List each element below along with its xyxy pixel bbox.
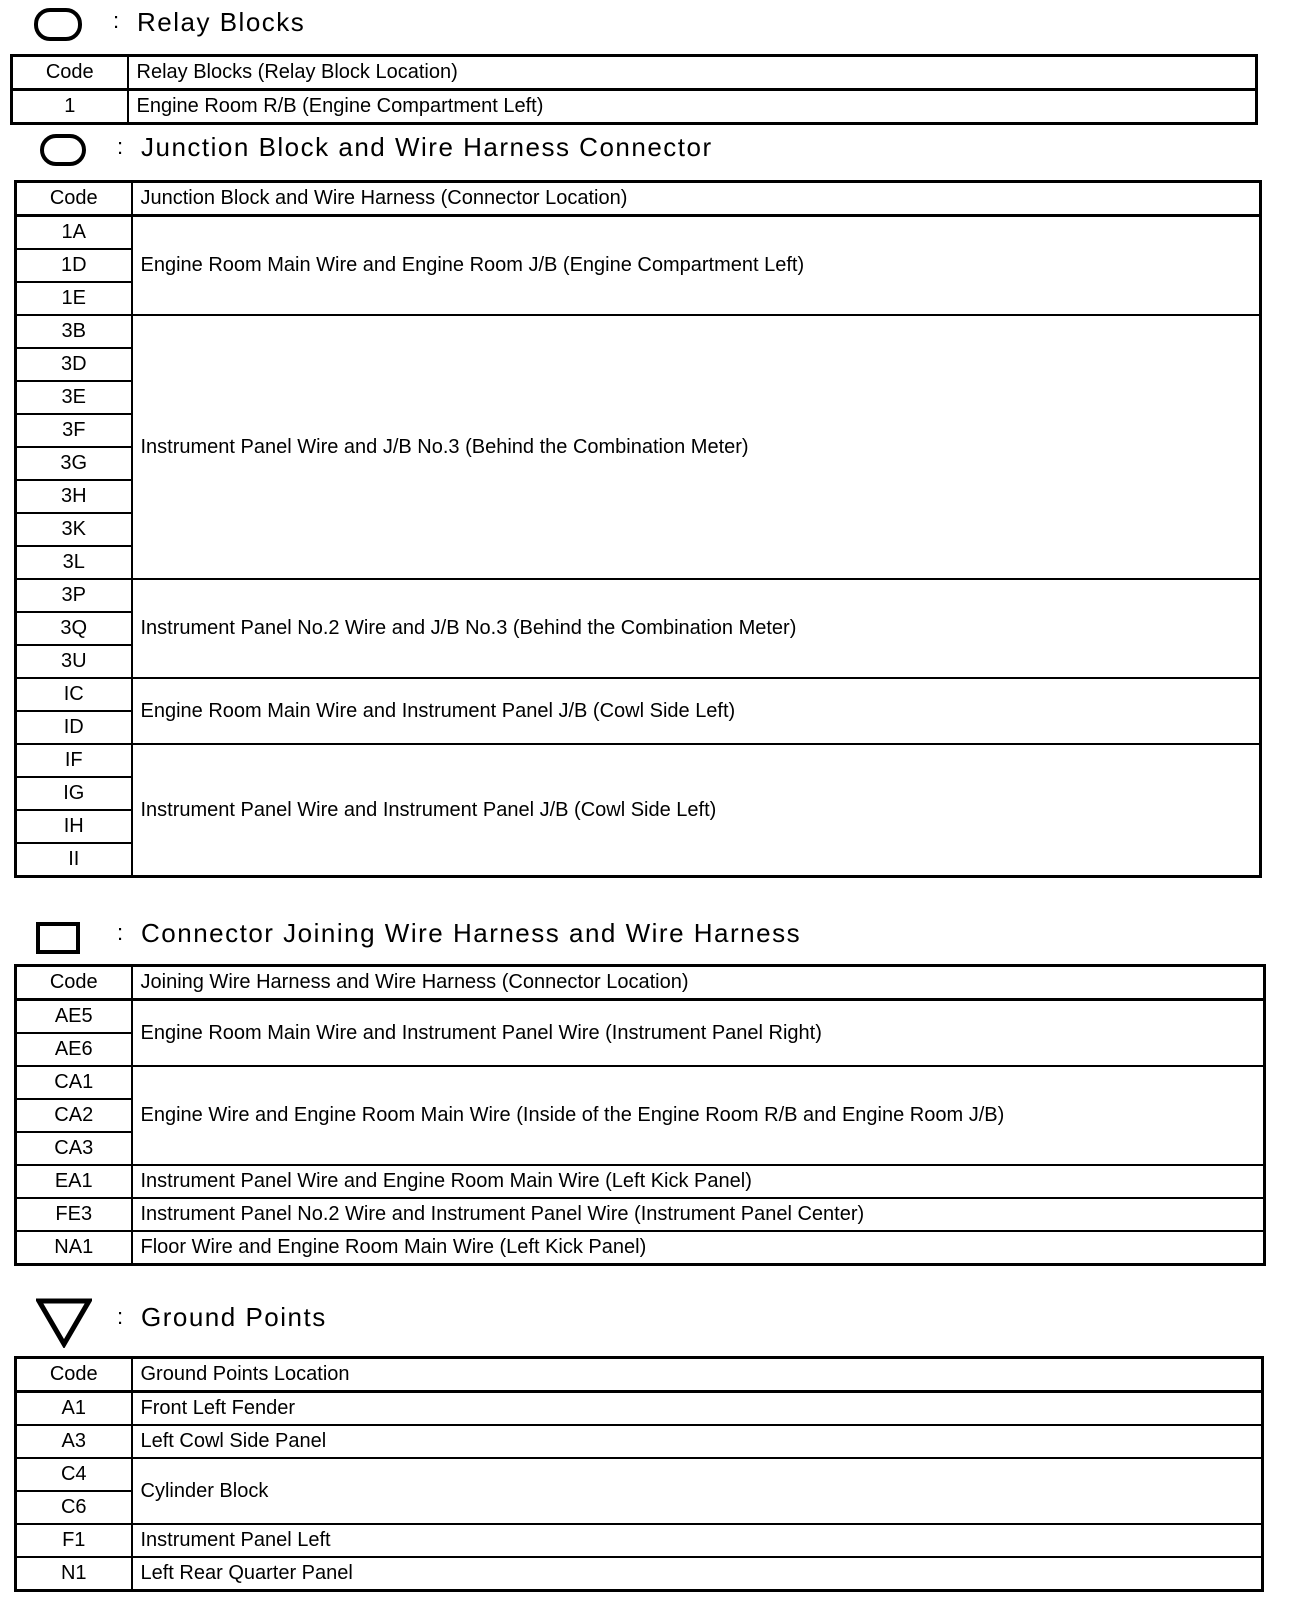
location-column-header: Relay Blocks (Relay Block Location) bbox=[128, 56, 1257, 90]
location-cell: Engine Room R/B (Engine Compartment Left) bbox=[128, 90, 1257, 124]
section-title: Connector Joining Wire Harness and Wire Harness bbox=[141, 918, 802, 948]
header-row bbox=[16, 1358, 1263, 1392]
rounded-rectangle-icon bbox=[40, 134, 86, 166]
section-title: Junction Block and Wire Harness Connector bbox=[141, 132, 713, 162]
ground-points-heading bbox=[0, 1296, 1300, 1336]
table-row bbox=[12, 90, 1257, 124]
table-row bbox=[16, 1066, 1265, 1099]
location-cell: Left Rear Quarter Panel bbox=[132, 1557, 1263, 1591]
table-row bbox=[16, 1425, 1263, 1458]
code-cell: CA2 bbox=[16, 1099, 132, 1132]
section-title: Relay Blocks bbox=[137, 7, 306, 37]
code-column-header: Code bbox=[16, 1358, 132, 1392]
code-cell: 3K bbox=[16, 513, 132, 546]
code-cell: 3D bbox=[16, 348, 132, 381]
code-cell: C6 bbox=[16, 1491, 132, 1524]
code-cell: 1D bbox=[16, 249, 132, 282]
table-body bbox=[16, 966, 1265, 1265]
code-cell: CA1 bbox=[16, 1066, 132, 1099]
table-body bbox=[12, 56, 1257, 124]
code-column-header: Code bbox=[12, 56, 128, 90]
table-row bbox=[16, 744, 1261, 777]
location-cell: Engine Wire and Engine Room Main Wire (Inside of the Engine Room R/B and Engine Room J/B) bbox=[132, 1066, 1265, 1165]
location-cell: Instrument Panel Wire and Instrument Panel J/B (Cowl Side Left) bbox=[132, 744, 1261, 877]
code-cell: 3L bbox=[16, 546, 132, 579]
connector-heading bbox=[0, 912, 1300, 952]
code-cell: 3G bbox=[16, 447, 132, 480]
section-title: Ground Points bbox=[141, 1302, 327, 1332]
table-row bbox=[16, 216, 1261, 250]
location-cell: Cylinder Block bbox=[132, 1458, 1263, 1524]
ground-points-table bbox=[14, 1356, 1264, 1592]
header-row bbox=[16, 966, 1265, 1000]
location-cell: Left Cowl Side Panel bbox=[132, 1425, 1263, 1458]
location-cell: Engine Room Main Wire and Engine Room J/B (Engine Compartment Left) bbox=[132, 216, 1261, 316]
header-row bbox=[16, 182, 1261, 216]
location-cell: Instrument Panel No.2 Wire and Instrument Panel Wire (Instrument Panel Center) bbox=[132, 1198, 1265, 1231]
code-cell: AE5 bbox=[16, 1000, 132, 1034]
location-cell: Instrument Panel No.2 Wire and J/B No.3 (Behind the Combination Meter) bbox=[132, 579, 1261, 678]
location-cell: Instrument Panel Wire and J/B No.3 (Behind the Combination Meter) bbox=[132, 315, 1261, 579]
code-cell: A1 bbox=[16, 1392, 132, 1426]
table-row bbox=[16, 1557, 1263, 1591]
code-cell: N1 bbox=[16, 1557, 132, 1591]
junction-block-table bbox=[14, 180, 1262, 878]
code-cell: C4 bbox=[16, 1458, 132, 1491]
code-cell: 3P bbox=[16, 579, 132, 612]
location-column-header: Junction Block and Wire Harness (Connector Location) bbox=[132, 182, 1261, 216]
code-cell: IH bbox=[16, 810, 132, 843]
code-cell: F1 bbox=[16, 1524, 132, 1557]
relay-blocks-table bbox=[10, 54, 1258, 125]
code-cell: 3Q bbox=[16, 612, 132, 645]
table-row bbox=[16, 1458, 1263, 1491]
location-cell: Front Left Fender bbox=[132, 1392, 1263, 1426]
table-row bbox=[16, 678, 1261, 711]
square-icon bbox=[36, 922, 80, 954]
location-cell: Instrument Panel Left bbox=[132, 1524, 1263, 1557]
code-cell: FE3 bbox=[16, 1198, 132, 1231]
code-cell: 1E bbox=[16, 282, 132, 315]
rounded-rectangle-icon bbox=[34, 8, 82, 41]
code-cell: CA3 bbox=[16, 1132, 132, 1165]
code-cell: II bbox=[16, 843, 132, 877]
code-column-header: Code bbox=[16, 966, 132, 1000]
table-row bbox=[16, 315, 1261, 348]
relay-blocks-heading bbox=[0, 0, 1300, 40]
location-cell: Engine Room Main Wire and Instrument Panel J/B (Cowl Side Left) bbox=[132, 678, 1261, 744]
table-row bbox=[16, 1165, 1265, 1198]
table-row bbox=[16, 579, 1261, 612]
code-cell: EA1 bbox=[16, 1165, 132, 1198]
location-cell: Engine Room Main Wire and Instrument Panel Wire (Instrument Panel Right) bbox=[132, 1000, 1265, 1067]
code-cell: 3H bbox=[16, 480, 132, 513]
code-column-header: Code bbox=[16, 182, 132, 216]
table-row bbox=[16, 1198, 1265, 1231]
heading-colon: : bbox=[117, 920, 124, 945]
code-cell: IF bbox=[16, 744, 132, 777]
table-body bbox=[16, 1358, 1263, 1591]
code-cell: 3F bbox=[16, 414, 132, 447]
location-cell: Floor Wire and Engine Room Main Wire (Left Kick Panel) bbox=[132, 1231, 1265, 1265]
code-cell: 1 bbox=[12, 90, 128, 124]
code-cell: NA1 bbox=[16, 1231, 132, 1265]
table-row bbox=[16, 1000, 1265, 1034]
heading-colon: : bbox=[117, 1304, 124, 1329]
header-row bbox=[12, 56, 1257, 90]
connector-table bbox=[14, 964, 1266, 1266]
heading-colon: : bbox=[117, 134, 124, 159]
table-row bbox=[16, 1524, 1263, 1557]
location-column-header: Ground Points Location bbox=[132, 1358, 1263, 1392]
junction-block-heading bbox=[0, 126, 1300, 166]
code-cell: 3U bbox=[16, 645, 132, 678]
triangle-down-icon bbox=[36, 1298, 92, 1348]
table-row bbox=[16, 1231, 1265, 1265]
heading-colon: : bbox=[113, 8, 120, 33]
code-cell: AE6 bbox=[16, 1033, 132, 1066]
location-cell: Instrument Panel Wire and Engine Room Main Wire (Left Kick Panel) bbox=[132, 1165, 1265, 1198]
code-cell: ID bbox=[16, 711, 132, 744]
code-cell: 3B bbox=[16, 315, 132, 348]
code-cell: 3E bbox=[16, 381, 132, 414]
code-cell: IC bbox=[16, 678, 132, 711]
code-cell: IG bbox=[16, 777, 132, 810]
table-row bbox=[16, 1392, 1263, 1426]
code-cell: 1A bbox=[16, 216, 132, 250]
location-column-header: Joining Wire Harness and Wire Harness (Connector Location) bbox=[132, 966, 1265, 1000]
table-body bbox=[16, 182, 1261, 877]
code-cell: A3 bbox=[16, 1425, 132, 1458]
